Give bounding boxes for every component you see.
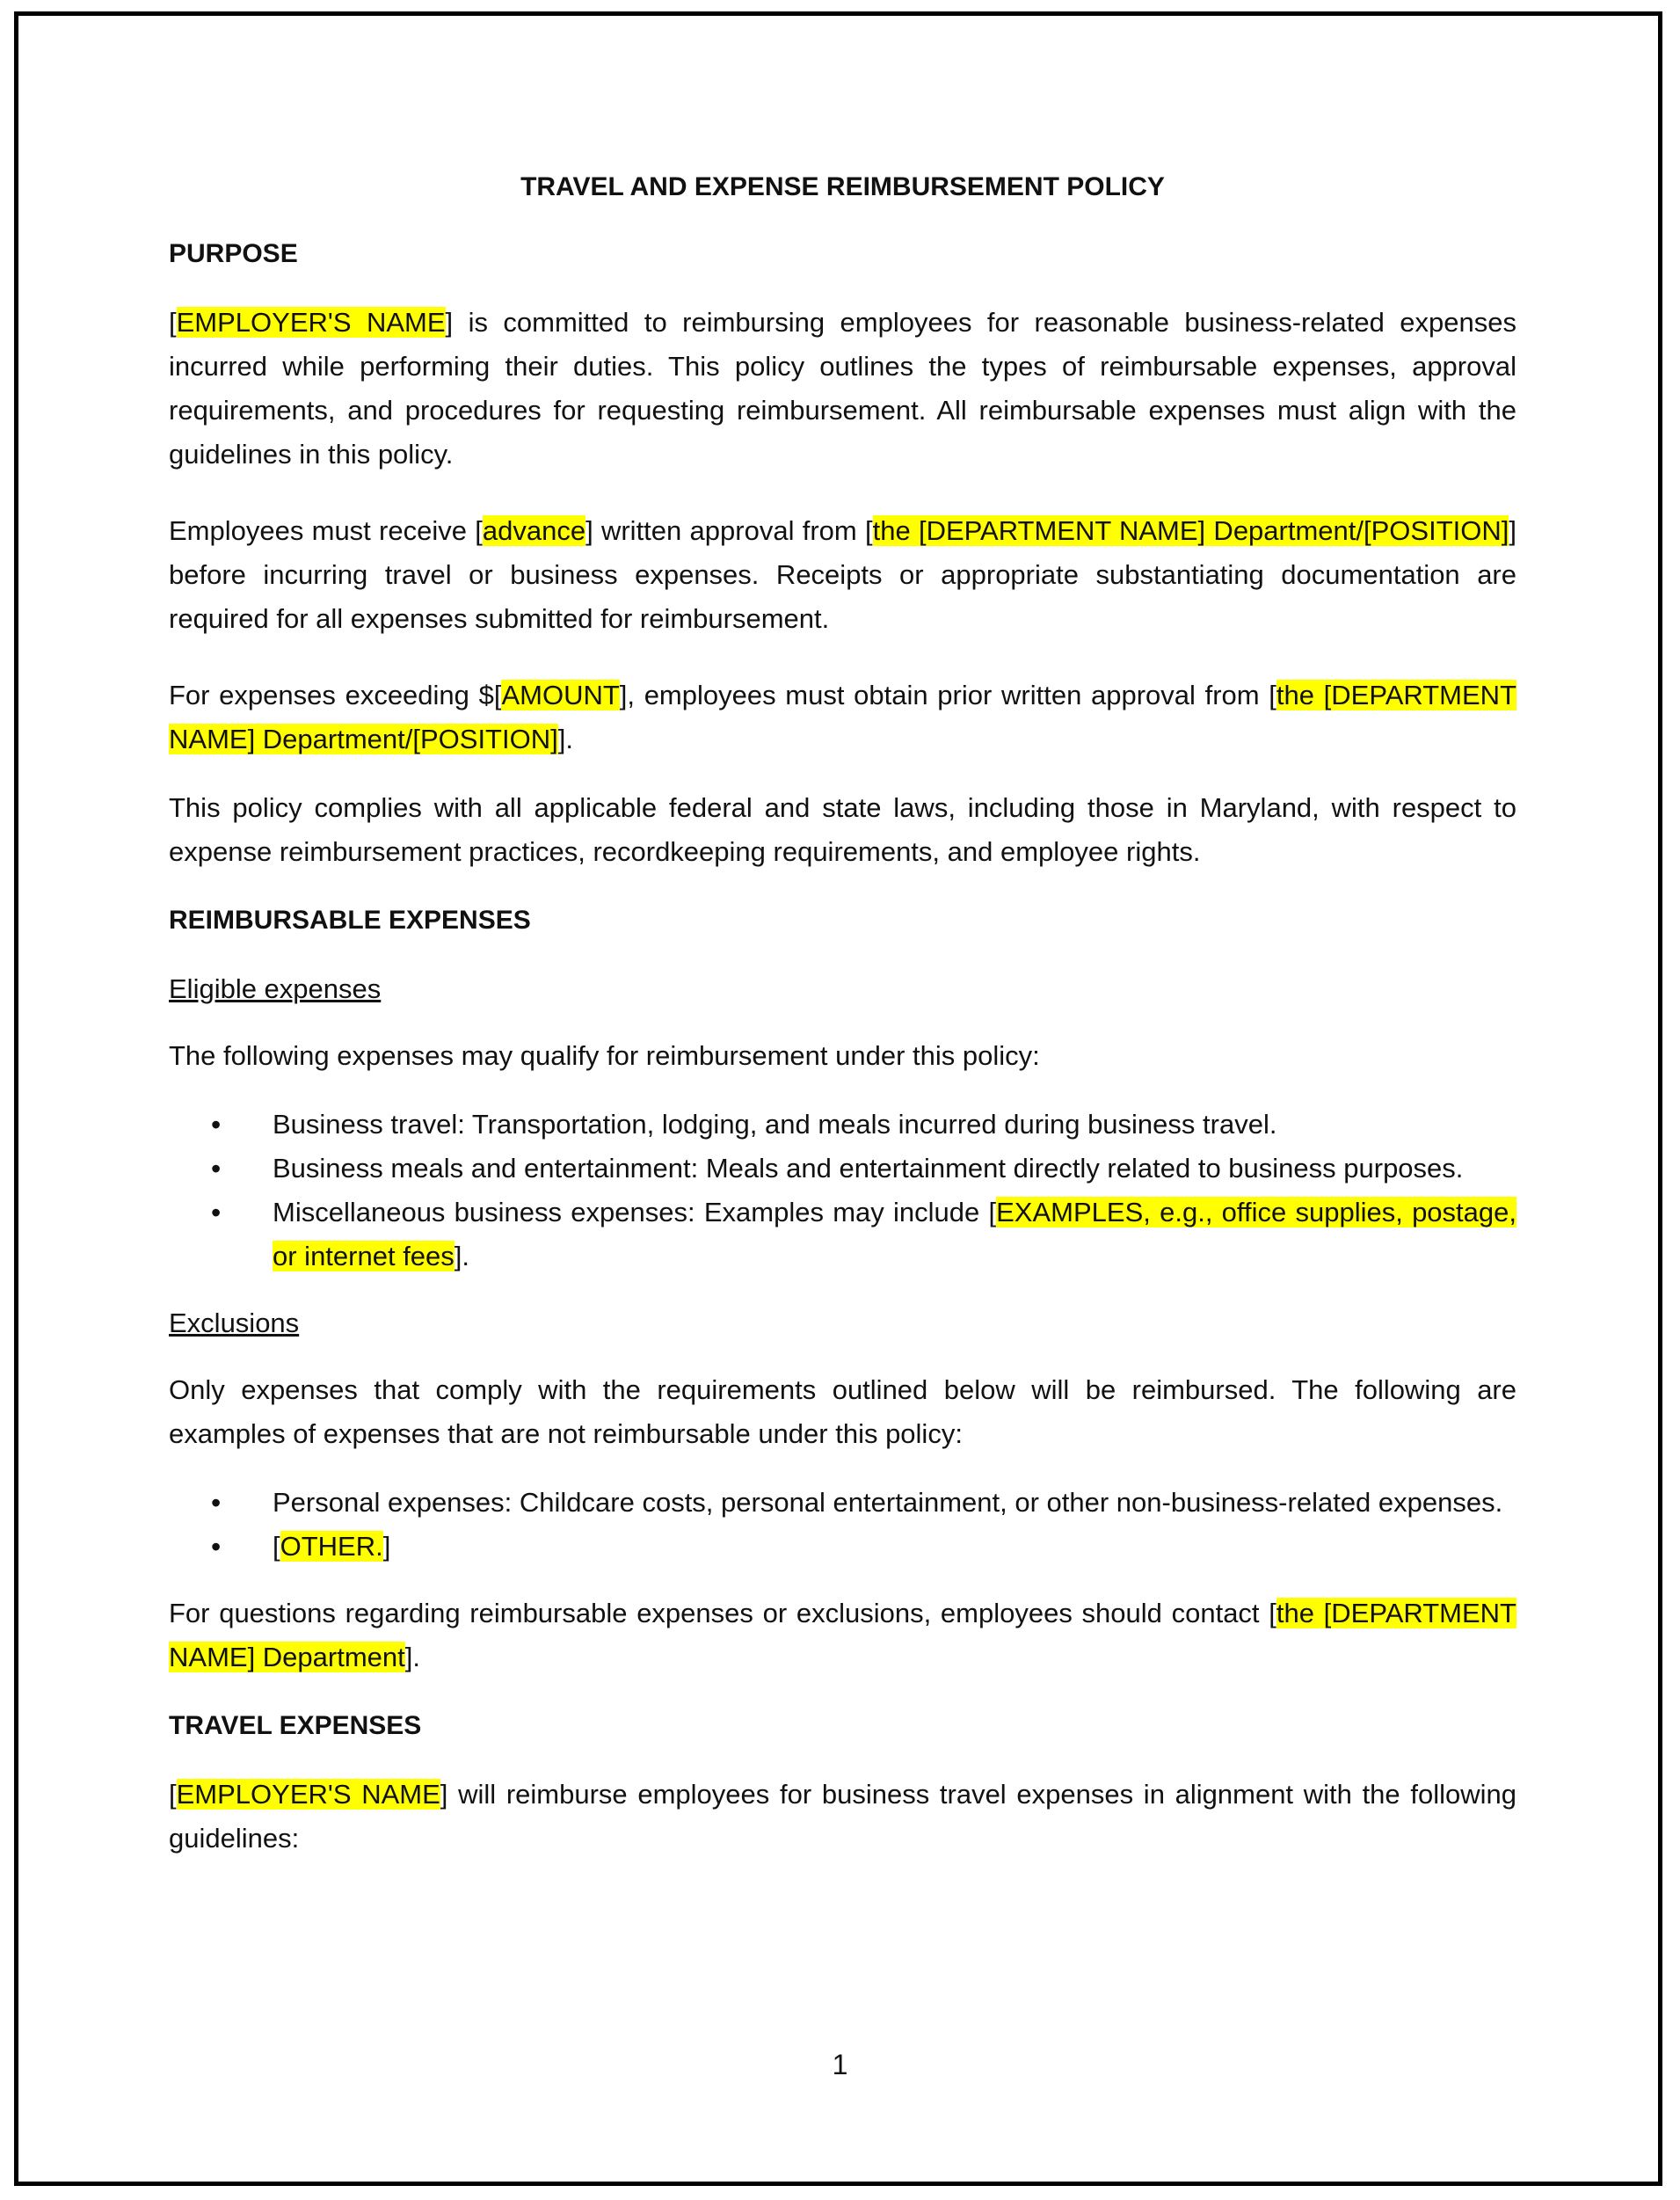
purpose-paragraph-2	[169, 509, 1516, 641]
exclusions-list	[169, 1481, 1516, 1569]
placeholder-employer-name: EMPLOYER'S NAME	[176, 307, 446, 338]
placeholder-department-position: the [DEPARTMENT NAME] Department/[POSITION]	[872, 515, 1509, 546]
list-item: • Business meals and entertainment: Meals and entertainment directly related to business purposes.	[273, 1147, 1516, 1191]
document-title: TRAVEL AND EXPENSE REIMBURSEMENT POLICY	[520, 172, 1165, 201]
paragraph-text: For expenses exceeding $[	[169, 680, 502, 710]
list-item	[273, 1191, 1516, 1278]
page-number: 1	[832, 2049, 848, 2080]
placeholder-amount: AMOUNT	[501, 680, 620, 710]
placeholder-employer-name: EMPLOYER'S NAME	[176, 1779, 440, 1810]
list-item	[273, 1525, 1516, 1569]
paragraph-text: Employees must receive [	[169, 515, 483, 546]
placeholder-other: OTHER.	[280, 1531, 383, 1562]
travel-paragraph-1	[169, 1773, 1516, 1861]
purpose-paragraph-4: This policy complies with all applicable federal and state laws, including those in Maryland, with respect to expense reimbursement practices, recordkeeping requirements, and employee rights.	[169, 792, 1516, 867]
purpose-heading: PURPOSE	[169, 239, 298, 268]
paragraph-text: ].	[454, 1241, 470, 1271]
placeholder-department-position: the [DEPARTMENT NAME] Department/[POSITION]	[169, 680, 1517, 754]
list-item: • Business travel: Transportation, lodging, and meals incurred during business travel.	[273, 1103, 1516, 1147]
document-body	[169, 165, 1516, 1885]
paragraph-text: Miscellaneous business expenses: Examples may include [	[273, 1197, 997, 1227]
paragraph-text: ] before incurring travel or business expenses. Receipts or appropriate substantiating documentation are required for all expenses submitted for reimbursement.	[169, 515, 1516, 634]
bracket: [	[273, 1531, 280, 1562]
exclusions-intro: Only expenses that comply with the requirements outlined below will be reimbursed. The following are examples of expenses that are not reimbursable under this policy:	[169, 1374, 1516, 1449]
purpose-paragraph-1	[169, 301, 1516, 477]
reimbursable-heading: REIMBURSABLE EXPENSES	[169, 906, 531, 935]
placeholder-examples: EXAMPLES, e.g., office supplies, postage, or internet fees	[273, 1197, 1516, 1271]
paragraph-text: ] is committed to reimbursing employees for reasonable business-related expenses incurred while performing their duties. This policy outlines the types of reimbursable expenses, approval requirements, and procedures for requesting reimbursement. All reimbursable expenses must align with the guidelines in this policy.	[169, 307, 1517, 470]
paragraph-text: ] will reimburse employees for business travel expenses in alignment with the following guidelines:	[169, 1779, 1516, 1854]
bracket: [	[169, 307, 177, 338]
purpose-paragraph-3	[169, 674, 1516, 761]
paragraph-text: For questions regarding reimbursable expenses or exclusions, employees should contact [	[169, 1598, 1276, 1628]
eligible-expenses-heading: Eligible expenses	[169, 973, 382, 1004]
bracket: ]	[382, 1531, 391, 1562]
paragraph-text: ], employees must obtain prior written approval from [	[619, 680, 1276, 710]
eligible-list	[169, 1103, 1516, 1278]
placeholder-department: the [DEPARTMENT NAME] Department	[169, 1598, 1516, 1672]
exclusions-heading: Exclusions	[169, 1308, 300, 1338]
travel-heading: TRAVEL EXPENSES	[169, 1711, 422, 1740]
paragraph-text: ].	[404, 1642, 420, 1672]
paragraph-text: ] written approval from [	[585, 515, 873, 546]
paragraph-text: ].	[557, 724, 573, 754]
questions-paragraph	[169, 1592, 1516, 1679]
list-item: • Personal expenses: Childcare costs, personal entertainment, or other non-business-related expenses.	[273, 1481, 1516, 1525]
bracket: [	[169, 1779, 177, 1810]
placeholder-advance: advance	[482, 515, 586, 546]
eligible-intro: The following expenses may qualify for reimbursement under this policy:	[169, 1040, 1040, 1071]
